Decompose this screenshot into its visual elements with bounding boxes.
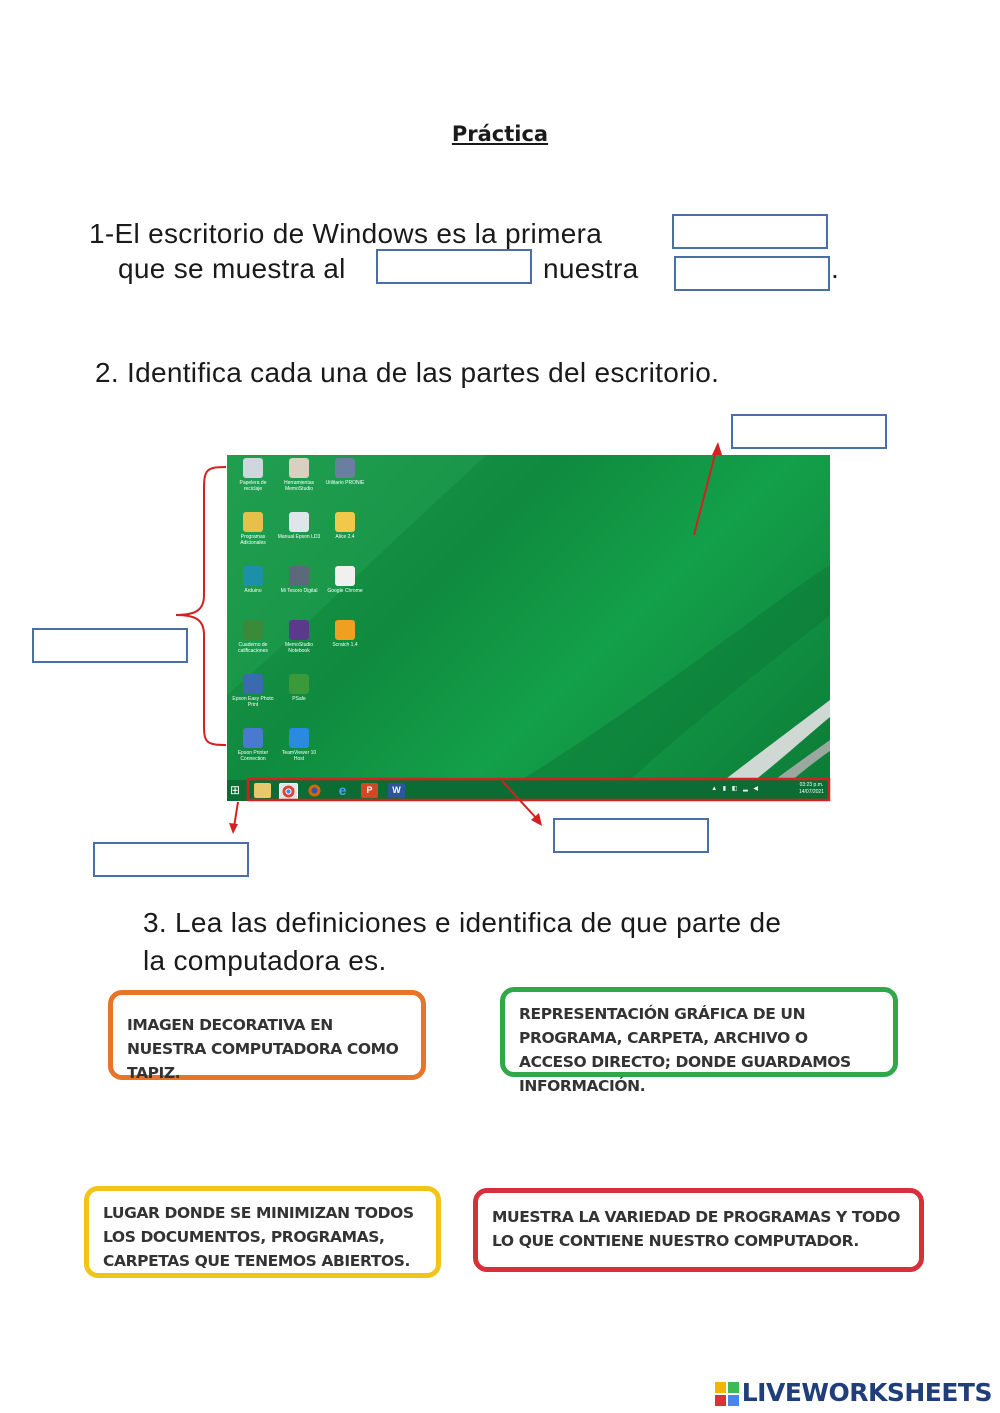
liveworksheets-logo bbox=[715, 1378, 992, 1407]
question-3-line-2: la computadora es. bbox=[143, 945, 387, 976]
taskbar-highlight bbox=[248, 779, 829, 800]
desktop-icon-label: Mi Tesoro Digital bbox=[280, 588, 318, 594]
system-tray-icons[interactable]: ▲ ▮ ◧ ▂ ◀ bbox=[711, 786, 760, 792]
desktop-icon-label: TeamViewer 10 Host bbox=[281, 750, 317, 762]
clock-date: 14/07/2021 bbox=[798, 789, 824, 795]
powerpoint-icon[interactable]: P bbox=[361, 783, 378, 798]
windows-start-icon[interactable]: ⊞ bbox=[230, 783, 241, 797]
wallpaper-arrow bbox=[694, 447, 717, 535]
question-1-line-2b: nuestra bbox=[543, 253, 639, 284]
definition-card-wallpaper[interactable]: IMAGEN DECORATIVA EN NUESTRA COMPUTADORA COMO TAPIZ. bbox=[108, 990, 426, 1080]
definition-card-desktop[interactable]: MUESTRA LA VARIEDAD DE PROGRAMAS Y TODO LO QUE CONTIENE NUESTRO COMPUTADOR. bbox=[473, 1188, 924, 1272]
desktop-icon-label: Papelera de reciclaje bbox=[239, 480, 267, 492]
page-title: Práctica bbox=[451, 122, 549, 146]
start-arrowhead bbox=[229, 823, 238, 834]
desktop-icon-label: Herramientas MemoStudio bbox=[283, 480, 314, 492]
answer-blank-wallpaper[interactable] bbox=[731, 414, 887, 449]
answer-blank-start[interactable] bbox=[93, 842, 249, 877]
clock-time: 03:23 p.m. bbox=[799, 782, 824, 788]
internet-explorer-icon[interactable]: e bbox=[338, 782, 347, 798]
desktop-icon-label: Programas Adicionales bbox=[240, 534, 266, 546]
desktop-icon-label: Epson Easy Photo Print bbox=[232, 696, 274, 708]
question-1-period: . bbox=[831, 253, 840, 284]
question-1-line-1: 1-El escritorio de Windows es la primera bbox=[89, 218, 603, 249]
desktop-icon-label: Utilitario PRONIE bbox=[325, 480, 365, 486]
desktop-icon-label: Manual Epson LD3 bbox=[277, 534, 321, 540]
desktop-icon-label: PSafe bbox=[292, 696, 306, 702]
question-3-line-1: 3. Lea las definiciones e identifica de que parte de bbox=[143, 907, 782, 938]
question-1-line-2a: que se muestra al bbox=[118, 253, 346, 284]
wallpaper-arrowhead bbox=[712, 442, 722, 455]
answer-blank-icons[interactable] bbox=[32, 628, 188, 663]
desktop-icon-label: Scratch 1.4 bbox=[332, 642, 358, 648]
answer-blank-taskbar[interactable] bbox=[553, 818, 709, 853]
question-2: 2. Identifica cada una de las partes del escritorio. bbox=[95, 357, 720, 388]
liveworksheets-logo-icon bbox=[715, 1382, 739, 1406]
desktop-icon-label: Google Chrome bbox=[327, 588, 363, 594]
liveworksheets-logo-text: LIVEWORKSHEETS bbox=[741, 1378, 992, 1407]
definition-card-icon[interactable]: REPRESENTACIÓN GRÁFICA DE UN PROGRAMA, CARPETA, ARCHIVO O ACCESO DIRECTO; DONDE GUARDAMOS INFORMACIÓN. bbox=[500, 987, 898, 1077]
desktop-icon-label: Arduino bbox=[244, 588, 262, 594]
desktop-icon-label: MemoStudio Notebook bbox=[284, 642, 314, 654]
icons-brace bbox=[176, 467, 226, 745]
desktop-icon-label: Epson Printer Connection bbox=[237, 750, 269, 762]
desktop-icon-label: Cuaderno de calificaciones bbox=[238, 642, 268, 654]
desktop-icon-label: Alice 2.4 bbox=[335, 534, 355, 540]
start-arrow bbox=[234, 802, 238, 827]
definition-card-taskbar[interactable]: LUGAR DONDE SE MINIMIZAN TODOS LOS DOCUMENTOS, PROGRAMAS, CARPETAS QUE TENEMOS ABIERTOS. bbox=[84, 1186, 441, 1278]
word-icon[interactable]: W bbox=[388, 783, 405, 798]
